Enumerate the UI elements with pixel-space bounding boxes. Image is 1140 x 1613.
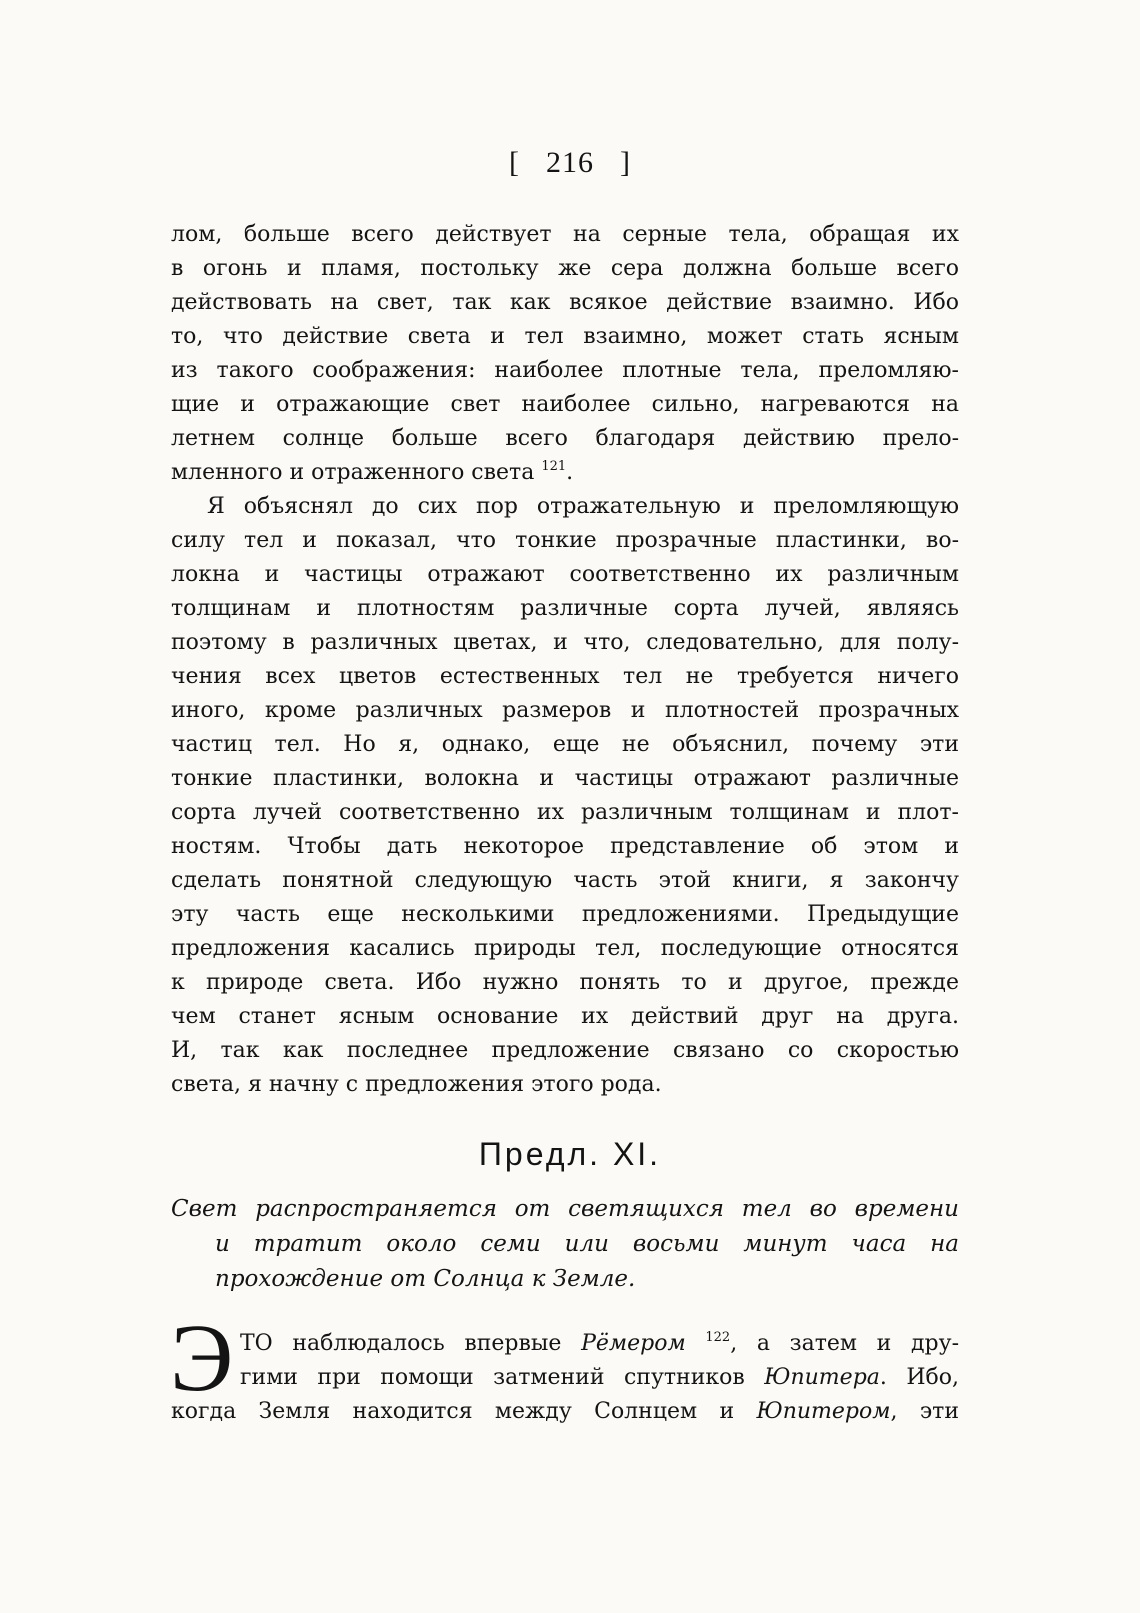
text-fragment: мленного и отраженного света [171, 460, 535, 485]
text-line: И, так как последнее предложение связано со скоростью [171, 1038, 959, 1063]
text-line [171, 456, 959, 490]
text-line: лом, больше всего действует на серные тела, обращая их [171, 222, 959, 247]
text-line: ностям. Чтобы дать некоторое представление об этом и [171, 834, 959, 859]
text-line: летнем солнце больше всего благодаря действию прело- [171, 426, 959, 451]
text-line: предложения касались природы тел, последующие относятся [171, 936, 959, 961]
proposition-heading: Предл. XI. [478, 1136, 662, 1172]
statement-line: Свет распространяется от светящихся тел во времени [171, 1196, 959, 1222]
text-line: сорта лучей соответственно их различным толщинам и плот- [171, 800, 959, 825]
text-fragment: , эти [890, 1399, 959, 1424]
text-fragment: когда Земля находится между Солнцем и [171, 1399, 757, 1424]
text-line: Я объяснял до сих пор отражательную и преломляющую [207, 494, 959, 519]
text-line: толщинам и плотностям различные сорта лучей, являясь [171, 596, 959, 621]
text-line: эту часть еще несколькими предложениями. Предыдущие [171, 902, 959, 927]
text-line: то, что действие света и тел взаимно, может стать ясным [171, 324, 959, 349]
text-line: действовать на свет, так как всякое действие взаимно. Ибо [171, 290, 959, 315]
text-line: иного, кроме различных размеров и плотностей прозрачных [171, 698, 959, 723]
paragraph-3-cont [171, 1395, 959, 1429]
text-line: сделать понятной следующую часть этой книги, я закончу [171, 868, 959, 893]
bracket-right: ] [620, 146, 631, 179]
text-line: щие и отражающие свет наиболее сильно, нагреваются на [171, 392, 959, 417]
text-line [171, 1395, 959, 1429]
text-line: силу тел и показал, что тонкие прозрачные пластинки, во- [171, 528, 959, 553]
text-fragment: ТО наблюдалось впервые [240, 1331, 582, 1356]
text-line [240, 1327, 959, 1361]
text-line [240, 1361, 959, 1395]
footnote-ref: 121 [541, 459, 567, 474]
paragraph-1 [171, 218, 959, 490]
drop-cap: Э [170, 1304, 234, 1411]
name-romer: Рёмером [581, 1331, 686, 1356]
statement-line: прохождение от Солнца к Земле. [215, 1266, 636, 1292]
text-line: поэтому в различных цветах, и что, следовательно, для полу- [171, 630, 959, 655]
text-fragment: , а затем и дру- [730, 1331, 959, 1356]
name-jupiter: Юпитером [756, 1399, 891, 1424]
paragraph-3-start [240, 1327, 959, 1395]
text-line: света, я начну с предложения этого рода. [171, 1072, 662, 1097]
text-line: локна и частицы отражают соответственно их различным [171, 562, 959, 587]
footnote-ref: 122 [705, 1330, 731, 1345]
page-number-value: 216 [546, 146, 594, 179]
text-line: к природе света. Ибо нужно понять то и другое, прежде [171, 970, 959, 995]
text-line: чем станет ясным основание их действий друг на друга. [171, 1004, 959, 1029]
text-line: в огонь и пламя, постольку же сера должна больше всего [171, 256, 959, 281]
page-number [0, 146, 1140, 180]
bracket-left: [ [509, 146, 520, 179]
statement-line: и тратит около семи или восьми минут часа на [215, 1231, 959, 1257]
proposition-statement [171, 1192, 959, 1297]
text-line: тонкие пластинки, волокна и частицы отражают различные [171, 766, 959, 791]
paragraph-2 [171, 490, 959, 1102]
text-line: частиц тел. Но я, однако, еще не объяснил, почему эти [171, 732, 959, 757]
name-jupiter: Юпитера [764, 1365, 880, 1390]
text-fragment: гими при помощи затмений спутников [240, 1365, 765, 1390]
text-line: чения всех цветов естественных тел не требуется ничего [171, 664, 959, 689]
text-fragment: . [566, 460, 574, 485]
text-line: из такого соображения: наиболее плотные тела, преломляю- [171, 358, 959, 383]
text-fragment: . Ибо, [879, 1365, 960, 1390]
